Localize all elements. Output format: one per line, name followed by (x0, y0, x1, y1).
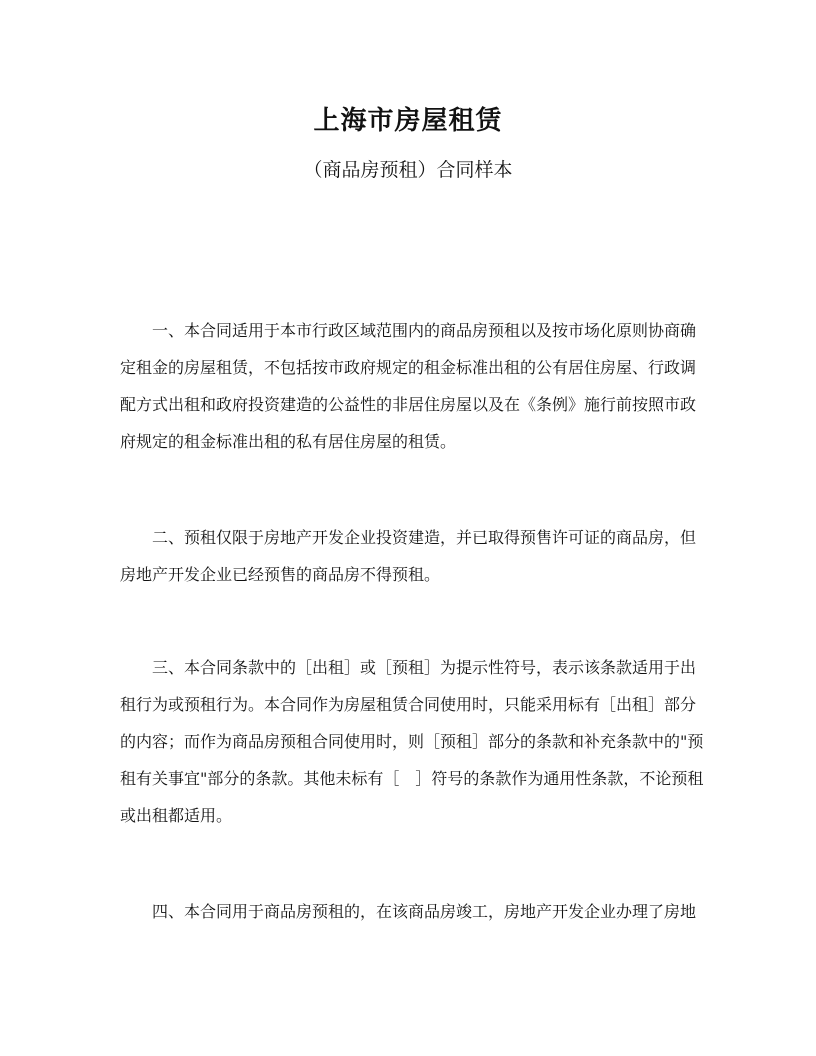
text-line: 定租金的房屋租赁，不包括按市政府规定的租金标准出租的公有居住房屋、行政调 (120, 358, 697, 377)
text-line: 一、本合同适用于本市行政区域范围内的商品房预租以及按市场化原则协商确 (152, 321, 697, 340)
text-line: 租行为或预租行为。本合同作为房屋租赁合同使用时，只能采用标有［出租］部分 (120, 695, 697, 714)
paragraph-1 (120, 312, 698, 460)
paragraph-3 (120, 649, 704, 834)
text-line: 或出租都适用。 (120, 806, 233, 825)
paragraph-2 (120, 519, 698, 593)
paragraph-4 (120, 893, 698, 930)
document-title: 上海市房屋租赁 (313, 106, 503, 136)
text-line: 的内容；而作为商品房预租合同使用时，则［预租］部分的条款和补充条款中的"预 (120, 732, 704, 751)
text-line: 房地产开发企业已经预售的商品房不得预租。 (120, 565, 441, 584)
document-subtitle: （商品房预租）合同样本 (303, 159, 513, 181)
text-line: 租有关事宜"部分的条款。其他未标有［ ］符号的条款作为通用性条款，不论预租 (120, 769, 704, 788)
text-line: 二、预租仅限于房地产开发企业投资建造，并已取得预售许可证的商品房，但 (152, 528, 697, 547)
text-line: 四、本合同用于商品房预租的，在该商品房竣工，房地产开发企业办理了房地 (152, 902, 697, 921)
text-line: 府规定的租金标准出租的私有居住房屋的租赁。 (120, 432, 457, 451)
text-line: 三、本合同条款中的［出租］或［预租］为提示性符号，表示该条款适用于出 (152, 658, 697, 677)
text-line: 配方式出租和政府投资建造的公益性的非居住房屋以及在《条例》施行前按照市政 (120, 395, 697, 414)
